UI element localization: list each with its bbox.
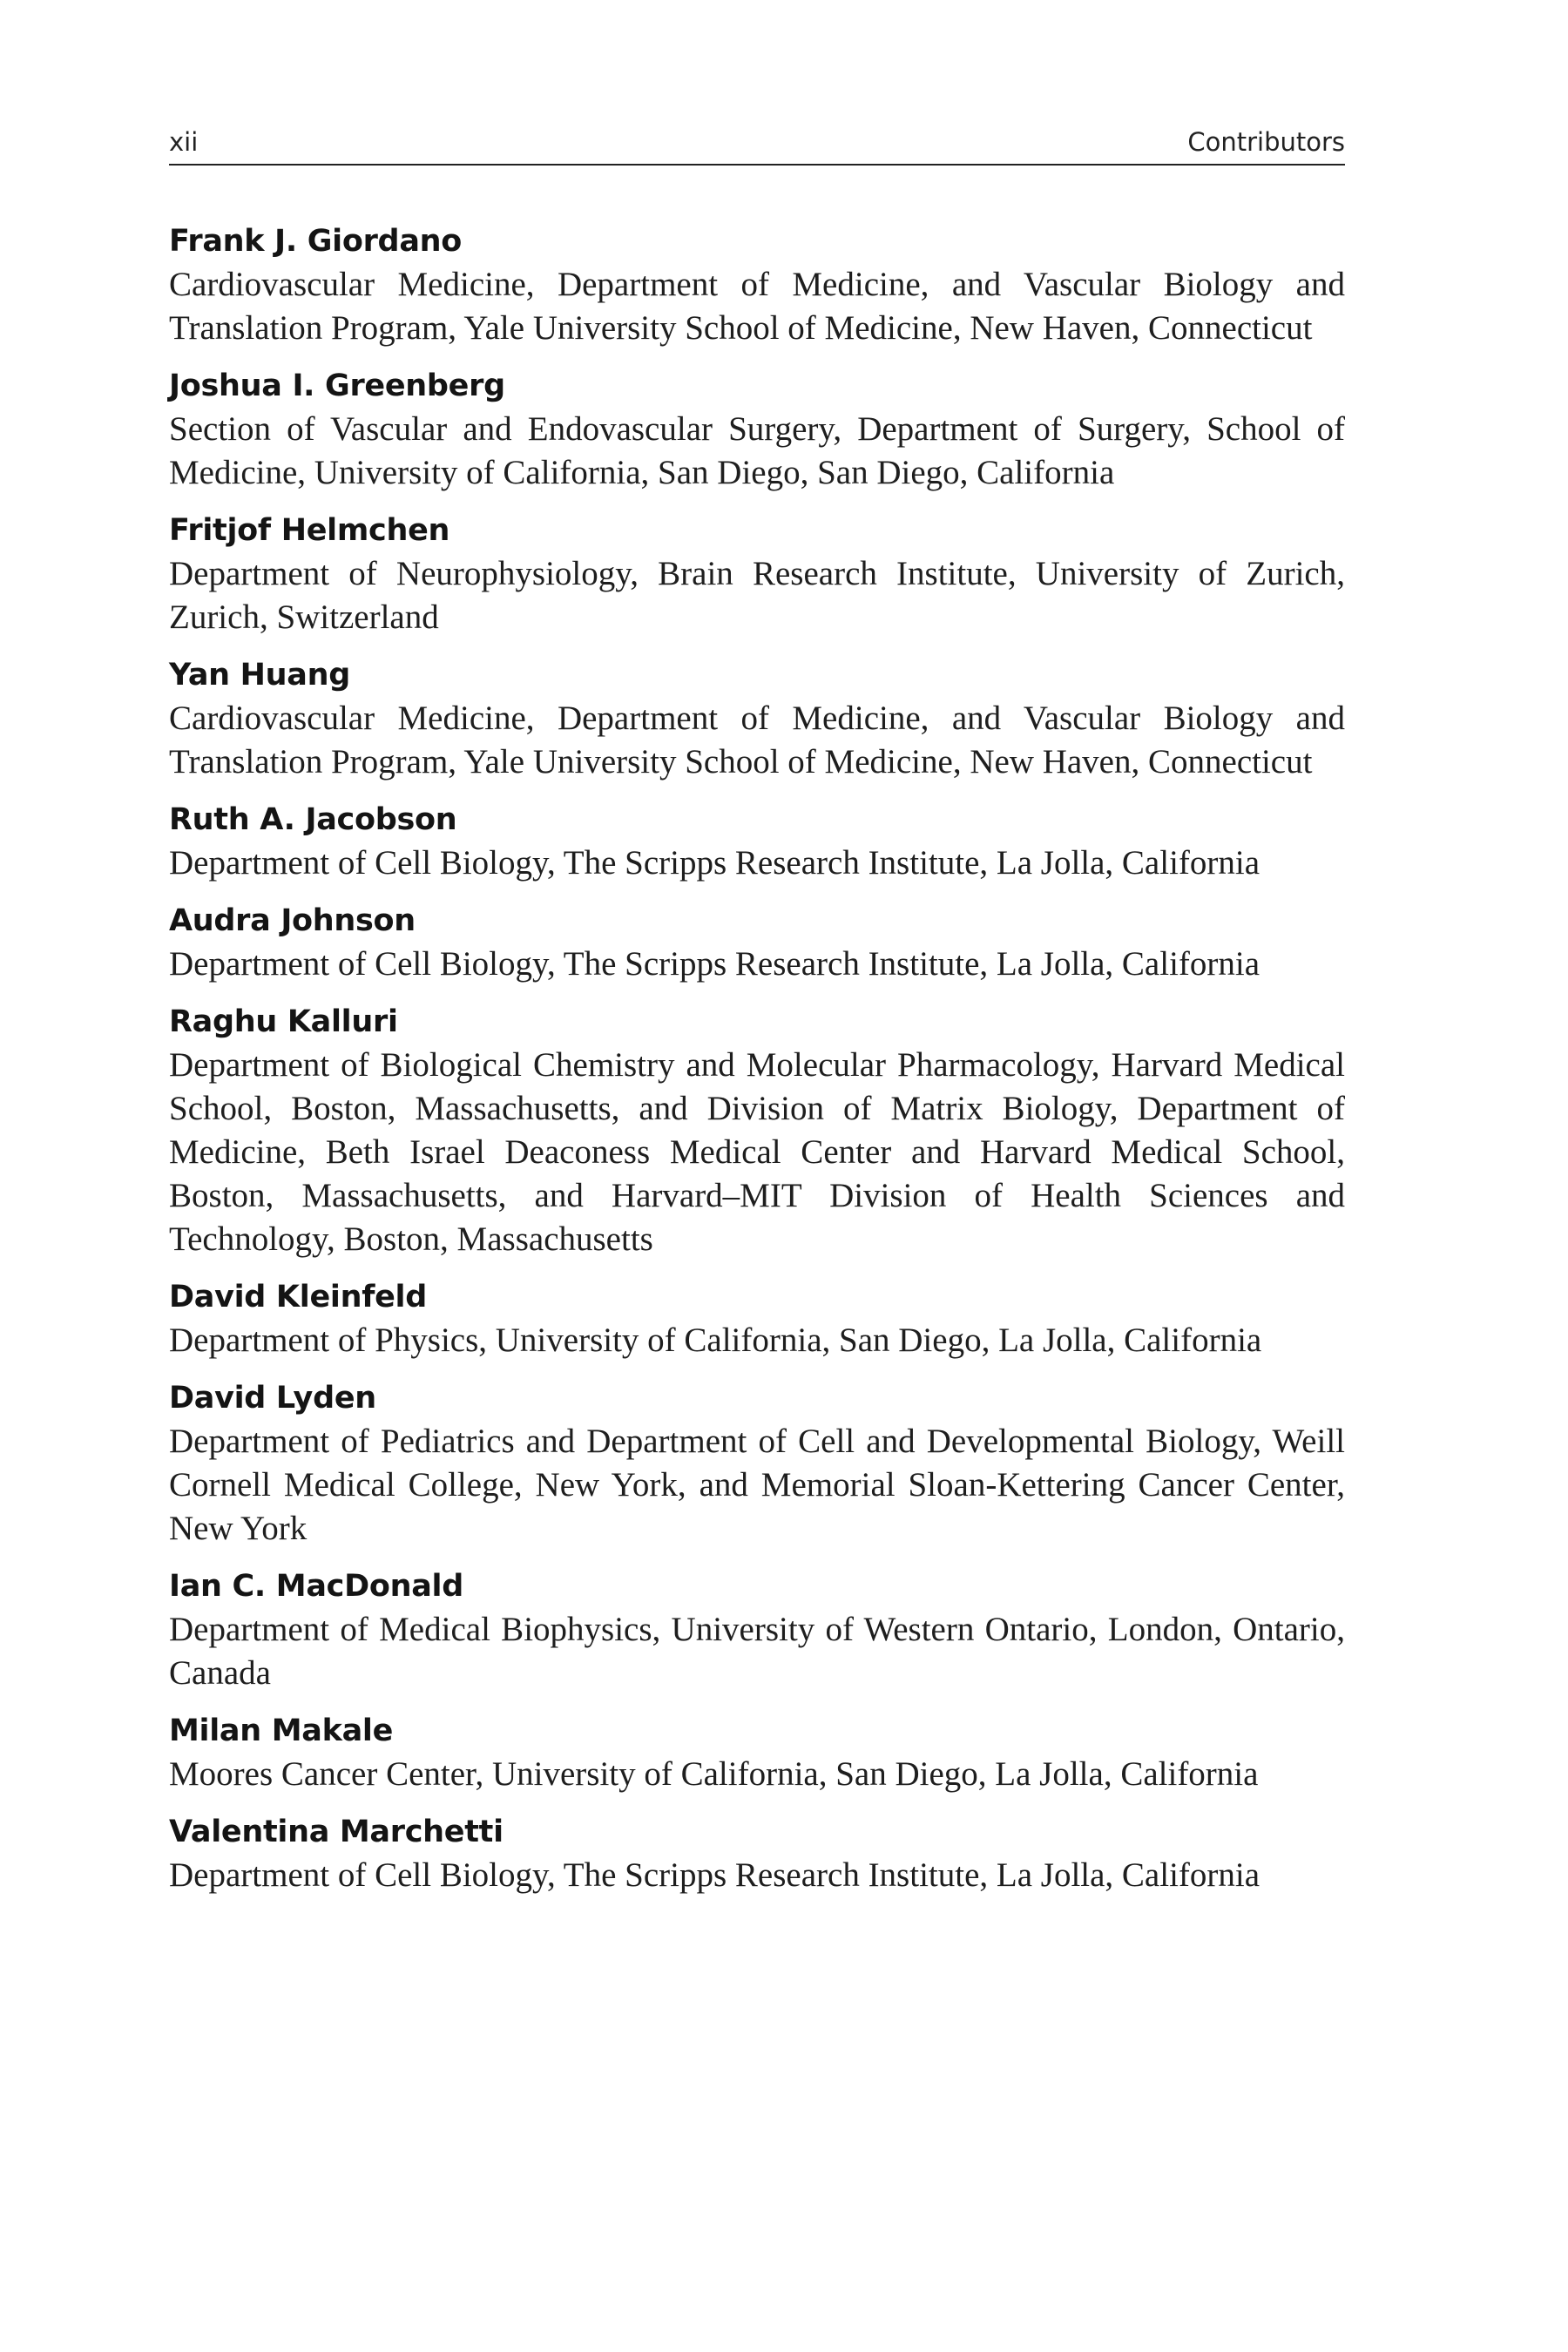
contributor-entry [169,1279,1345,1362]
contributor-name: David Kleinfeld [169,1280,428,1315]
contributor-affiliation: Department of Cell Biology, The Scripps Research Institute, La Jolla, California [169,945,1260,983]
running-head [169,113,1345,166]
contributor-name: Valentina Marchetti [169,1815,504,1849]
contributor-affiliation: Cardiovascular Medicine, Department of Medicine, and Vascular Biology and Translation Program, Yale University School of Medicine, New Haven, Connecticut [169,266,1345,347]
contributor-name: Fritjof Helmchen [169,513,450,548]
section-title: Contributors [1187,127,1345,157]
contributor-affiliation: Section of Vascular and Endovascular Surgery, Department of Surgery, School of Medicine, University of California, San Diego, San Diego, California [169,410,1345,491]
contributor-name: Yan Huang [169,658,350,693]
contributor-affiliation: Department of Biological Chemistry and Molecular Pharmacology, Harvard Medical School, Boston, Massachusetts, and Division of Matrix Biology, Department of Medicine, Beth Israel Deaconess Medical Center and Harvard Medical School, Boston, Massachusetts, and Harvard–MIT Division of Health Sciences and Technology, Boston, Massachusetts [169,1046,1345,1258]
contributor-affiliation: Department of Physics, University of California, San Diego, La Jolla, California [169,1321,1262,1359]
contributor-name: Joshua I. Greenberg [169,368,505,403]
contributor-affiliation: Department of Pediatrics and Department of Cell and Developmental Biology, Weill Cornell Medical College, New York, and Memorial Sloan-Kettering Cancer Center, New York [169,1423,1345,1547]
contributor-name: Ian C. MacDonald [169,1569,463,1604]
contributor-name: Raghu Kalluri [169,1004,398,1039]
contributor-name: Milan Makale [169,1713,394,1748]
contributor-entry [169,902,1345,986]
contributor-entry [169,1380,1345,1551]
page [169,113,1345,1915]
contributor-affiliation: Department of Medical Biophysics, University of Western Ontario, London, Ontario, Canada [169,1611,1345,1692]
contributor-affiliation: Moores Cancer Center, University of California, San Diego, La Jolla, California [169,1755,1259,1793]
contributor-affiliation: Cardiovascular Medicine, Department of Medicine, and Vascular Biology and Translation Program, Yale University School of Medicine, New Haven, Connecticut [169,700,1345,781]
contributor-affiliation: Department of Cell Biology, The Scripps Research Institute, La Jolla, California [169,844,1260,882]
contributor-entry [169,1004,1345,1261]
contributor-entry [169,657,1345,784]
contributor-name: Frank J. Giordano [169,224,462,259]
contributor-name: David Lyden [169,1381,376,1416]
contributor-entry [169,512,1345,639]
contributor-entry [169,1713,1345,1796]
contributor-entry [169,1814,1345,1897]
contributor-entry [169,368,1345,495]
contributor-entry [169,223,1345,350]
contributor-entry [169,1568,1345,1695]
page-number: xii [169,127,199,157]
contributor-list [169,223,1345,1897]
contributor-affiliation: Department of Neurophysiology, Brain Research Institute, University of Zurich, Zurich, Switzerland [169,555,1345,636]
contributor-affiliation: Department of Cell Biology, The Scripps Research Institute, La Jolla, California [169,1856,1260,1894]
contributor-name: Ruth A. Jacobson [169,802,457,837]
contributor-entry [169,801,1345,885]
contributor-name: Audra Johnson [169,903,416,938]
